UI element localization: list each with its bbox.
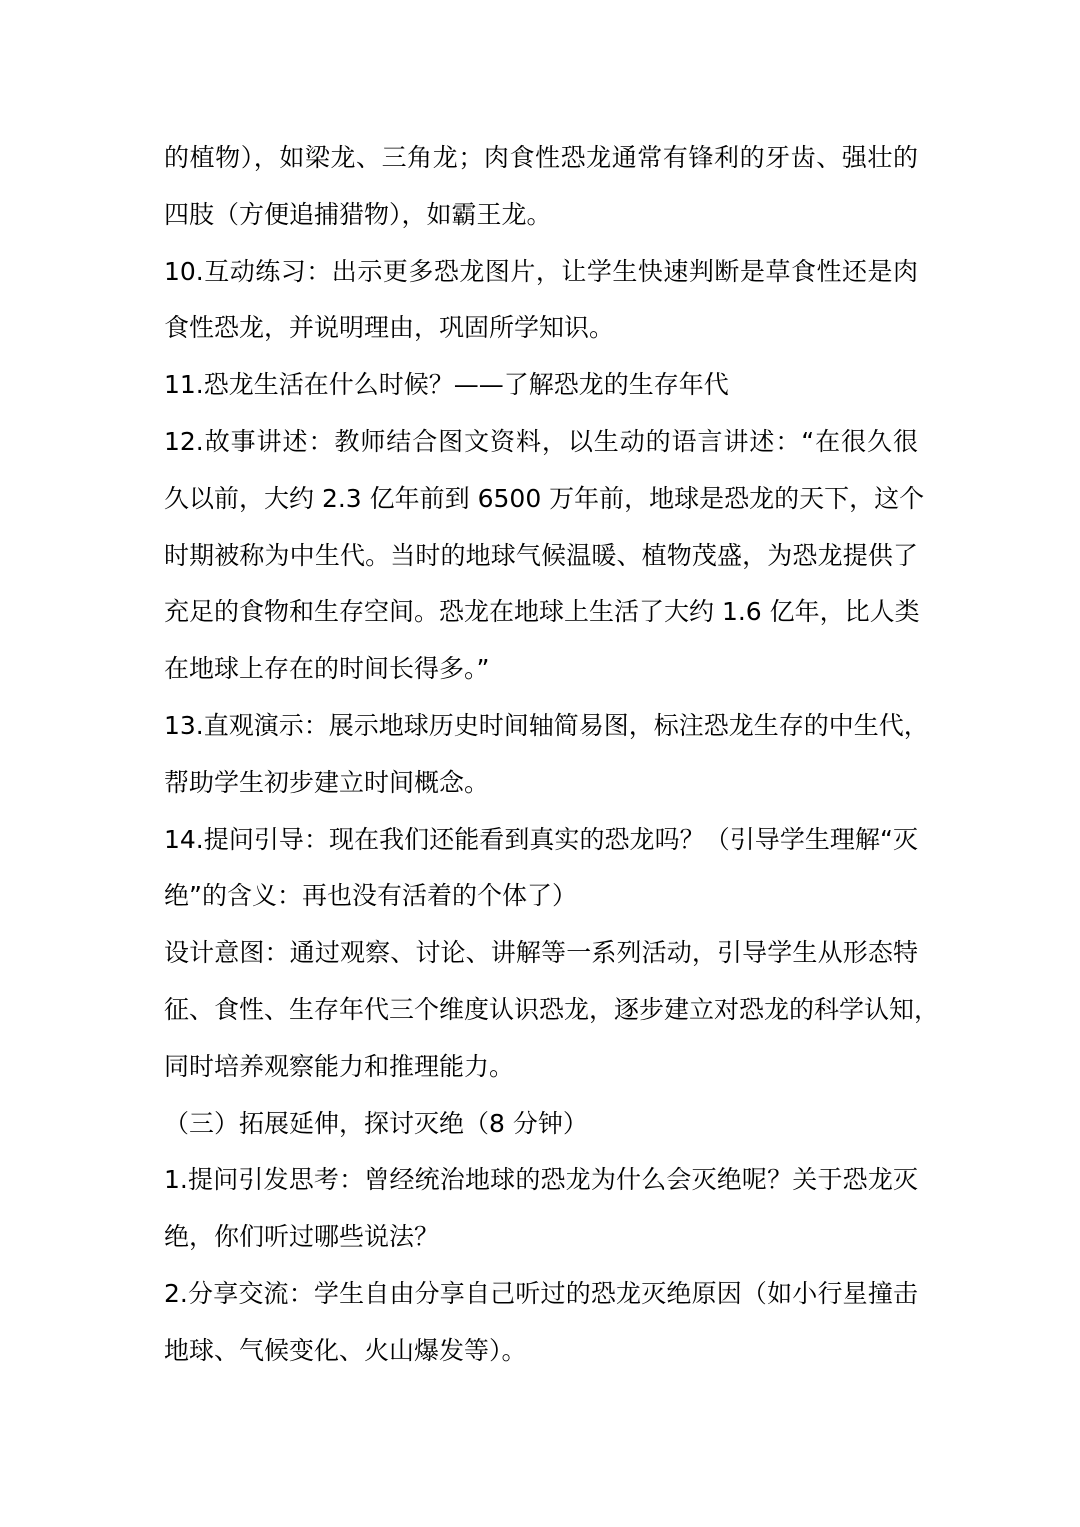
section-heading: （三）拓展延伸，探讨灭绝（8 分钟） xyxy=(164,1108,588,1138)
text-line: 的植物），如梁龙、三角龙；肉食性恐龙通常有锋利的牙齿、强壮的 xyxy=(164,143,918,172)
design-intent-line: 同时培养观察能力和推理能力。 xyxy=(164,1051,515,1081)
text-line: 14.提问引导：现在我们还能看到真实的恐龙吗？（引导学生理解“灭 xyxy=(164,824,918,854)
text-line: 12.故事讲述：教师结合图文资料，以生动的语言讲述：“在很久很 xyxy=(164,426,918,456)
text-line: 绝，你们听过哪些说法？ xyxy=(164,1222,440,1252)
design-intent-line: 征、食性、生存年代三个维度认识恐龙，逐步建立对恐龙的科学认知， xyxy=(164,994,940,1024)
text-line: 1.提问引发思考：曾经统治地球的恐龙为什么会灭绝呢？关于恐龙灭 xyxy=(164,1165,918,1195)
design-intent-line: 设计意图：通过观察、讨论、讲解等一系列活动，引导学生从形态特 xyxy=(164,938,918,968)
text-line: 13.直观演示：展示地球历史时间轴简易图，标注恐龙生存的中生代， xyxy=(164,710,929,740)
text-line: 在地球上存在的时间长得多。” xyxy=(164,654,490,684)
text-line: 时期被称为中生代。当时的地球气候温暖、植物茂盛，为恐龙提供了 xyxy=(164,540,918,570)
text-line: 充足的食物和生存空间。恐龙在地球上生活了大约 1.6 亿年，比人类 xyxy=(164,597,920,627)
text-line: 久以前，大约 2.3 亿年前到 6500 万年前，地球是恐龙的天下，这个 xyxy=(164,483,925,513)
document-body xyxy=(164,130,940,1380)
text-line: 食性恐龙，并说明理由，巩固所学知识。 xyxy=(164,313,615,343)
text-line: 地球、气候变化、火山爆发等）。 xyxy=(164,1335,527,1365)
text-line: 10.互动练习：出示更多恐龙图片，让学生快速判断是草食性还是肉 xyxy=(164,256,918,286)
text-line: 帮助学生初步建立时间概念。 xyxy=(164,767,490,797)
text-line: 2.分享交流：学生自由分享自己听过的恐龙灭绝原因（如小行星撞击 xyxy=(164,1278,918,1308)
section-heading: 11.恐龙生活在什么时候？——了解恐龙的生存年代 xyxy=(164,370,729,400)
text-line: 绝”的含义：再也没有活着的个体了） xyxy=(164,881,577,911)
text-line: 四肢（方便追捕猎物），如霸王龙。 xyxy=(164,199,552,229)
